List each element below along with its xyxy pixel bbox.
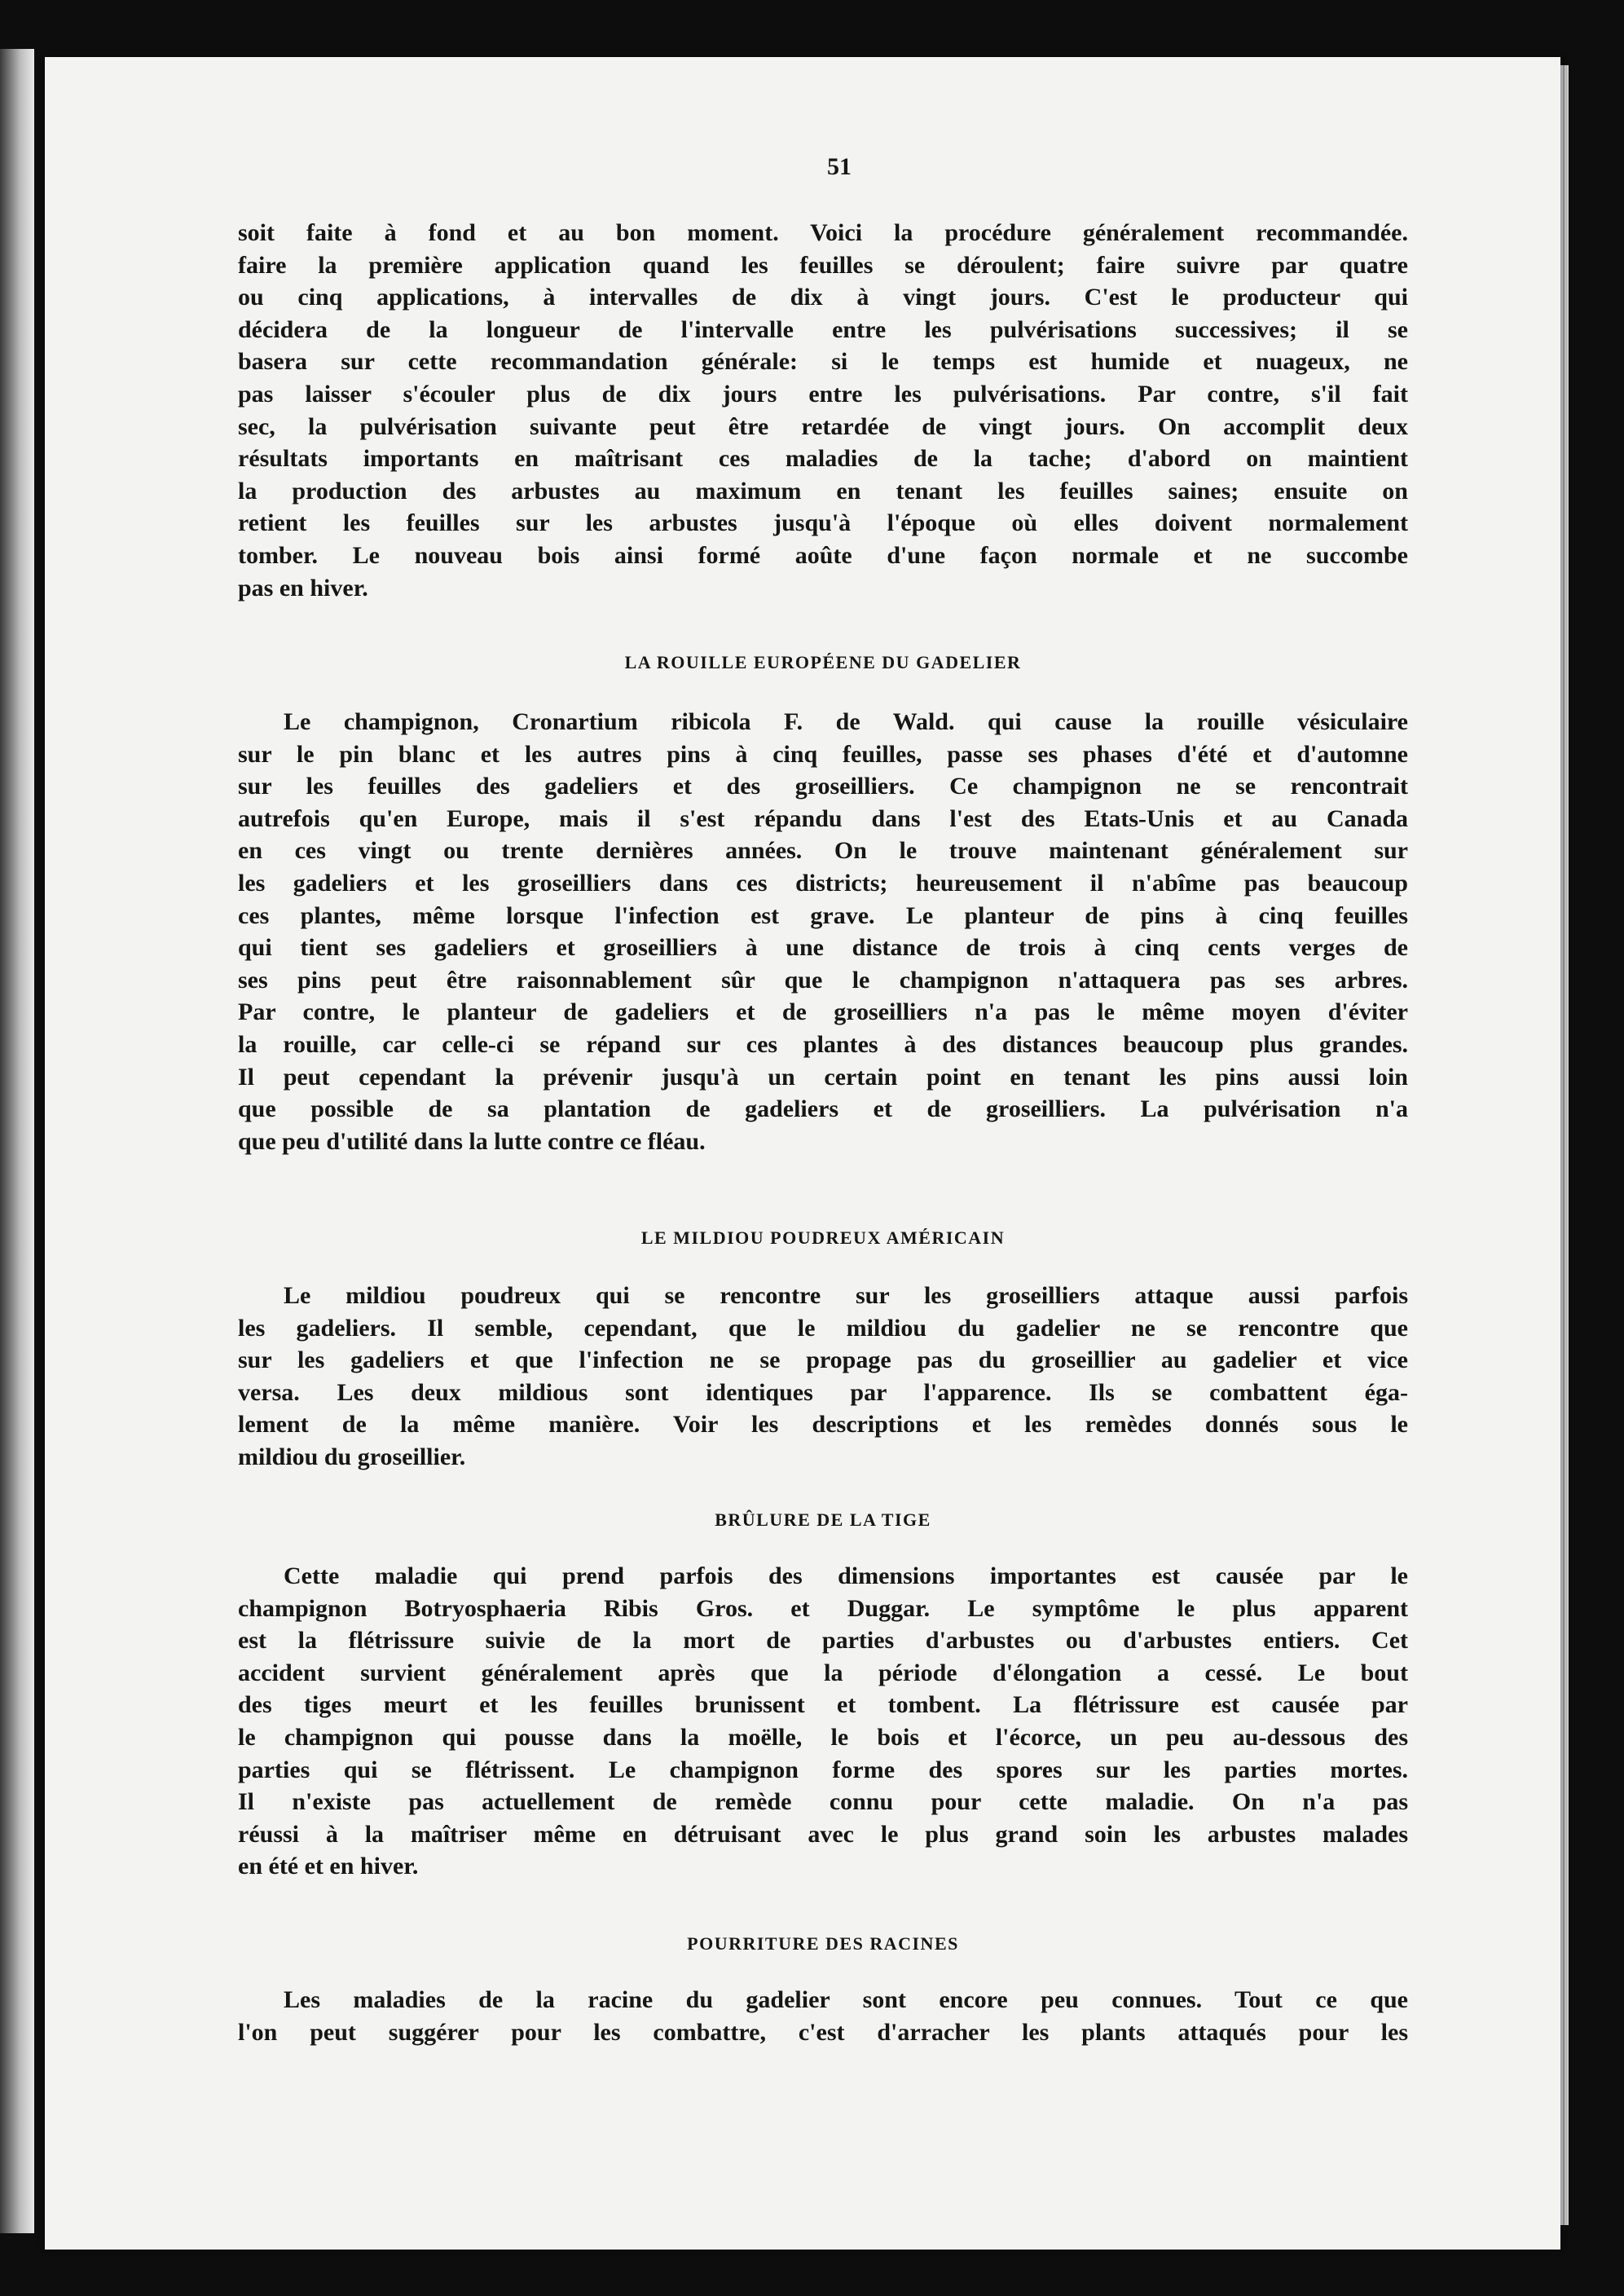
text-line: l'on peut suggérer pour les combattre, c'est d'arracher les plants attaqués pour les [238,2018,1408,2046]
text-line: le champignon qui pousse dans la moëlle, le bois et l'écorce, un peu au-dessous des [238,1723,1408,1751]
text-line: la production des arbustes au maximum en tenant les feuilles saines; ensuite on [238,477,1408,505]
text-line: Le champignon, Cronartium ribicola F. de Wald. qui cause la rouille vésiculaire [284,708,1408,735]
text-line: champignon Botryosphaeria Ribis Gros. et Duggar. Le symptôme le plus apparent [238,1594,1408,1622]
text-line: les gadeliers et les groseilliers dans ces districts; heureusement il n'abîme pas beaucoup [238,869,1408,897]
text-line: sec, la pulvérisation suivante peut être retardée de vingt jours. On accomplit deux [238,412,1408,440]
text-line: sur les feuilles des gadeliers et des groseilliers. Ce champignon ne se rencontrait [238,773,1408,800]
section-heading: BRÛLURE DE LA TIGE [715,1509,931,1530]
text-line: des tiges meurt et les feuilles brunissent et tombent. La flétrissure est causée par [238,1691,1408,1719]
text-line: ses pins peut être raisonnablement sûr que le champignon n'attaquera pas ses arbres. [238,966,1408,994]
text-line: Les maladies de la racine du gadelier sont encore peu connues. Tout ce que [284,1986,1408,2013]
section-paragraph [238,1560,1408,1883]
text-line: ou cinq applications, à intervalles de dix à vingt jours. C'est le producteur qui [238,284,1408,311]
left-page-edge [0,49,34,2233]
text-line: Cette maladie qui prend parfois des dimensions importantes est causée par le [284,1562,1408,1589]
text-line: Il n'existe pas actuellement de remède connu pour cette maladie. On n'a pas [238,1788,1408,1816]
text-line: décidera de la longueur de l'intervalle entre les pulvérisations successives; il se [238,315,1408,343]
text-line: est la flétrissure suivie de la mort de parties d'arbustes ou d'arbustes entiers. Cet [238,1627,1408,1655]
text-line: mildiou du groseillier. [238,1443,466,1470]
text-line: versa. Les deux mildious sont identiques par l'apparence. Ils se combattent éga- [238,1378,1408,1406]
text-line: parties qui se flétrissent. Le champignon forme des spores sur les parties mortes. [238,1756,1408,1783]
text-line: retient les feuilles sur les arbustes jusqu'à l'époque où elles doivent normalement [238,509,1408,537]
text-line: Par contre, le planteur de gadeliers et de groseilliers n'a pas le même moyen d'éviter [238,998,1408,1026]
text-line: que possible de sa plantation de gadeliers et de groseilliers. La pulvérisation n'a [238,1095,1408,1123]
text-line: faire la première application quand les feuilles se déroulent; faire suivre par quatre [238,251,1408,279]
text-line: soit faite à fond et au bon moment. Voici la procédure généralement recommandée. [238,219,1408,246]
section-heading: LA ROUILLE EUROPÉENE DU GADELIER [624,652,1022,672]
text-line: sur les gadeliers et que l'infection ne se propage pas du groseillier au gadelier et vice [238,1346,1408,1374]
text-line: qui tient ses gadeliers et groseilliers à une distance de trois à cinq cents verges de [238,934,1408,962]
text-line: en ces vingt ou trente dernières années. On le trouve maintenant généralement sur [238,837,1408,865]
section-paragraph [238,1984,1408,2048]
section-heading: LE MILDIOU POUDREUX AMÉRICAIN [640,1227,1006,1248]
text-line: accident survient généralement après que la période d'élongation a cessé. Le bout [238,1659,1408,1686]
text-line: tomber. Le nouveau bois ainsi formé aoûte d'une façon normale et ne succombe [238,541,1408,569]
section-paragraph [238,1280,1408,1474]
text-line: basera sur cette recommandation générale: si le temps est humide et nuageux, ne [238,348,1408,376]
intro-paragraph [238,217,1408,604]
scanned-page [45,57,1560,2250]
section-heading: POURRITURE DES RACINES [687,1933,959,1954]
text-line: pas en hiver. [238,574,368,602]
text-line: lement de la même manière. Voir les descriptions et les remèdes donnés sous le [238,1411,1408,1439]
text-line: résultats importants en maîtrisant ces maladies de la tache; d'abord on maintient [238,445,1408,473]
text-line: pas laisser s'écouler plus de dix jours entre les pulvérisations. Par contre, s'il fait [238,380,1408,408]
text-line: en été et en hiver. [238,1853,419,1880]
text-line: Le mildiou poudreux qui se rencontre sur les groseilliers attaque aussi parfois [284,1282,1408,1309]
text-line: les gadeliers. Il semble, cependant, que le mildiou du gadelier ne se rencontre que [238,1314,1408,1342]
text-line: la rouille, car celle-ci se répand sur ces plantes à des distances beaucoup plus grandes. [238,1030,1408,1058]
text-line: réussi à la maîtriser même en détruisant avec le plus grand soin les arbustes malades [238,1820,1408,1848]
text-line: ces plantes, même lorsque l'infection est grave. Le planteur de pins à cinq feuilles [238,901,1408,929]
text-line: autrefois qu'en Europe, mais il s'est répandu dans l'est des Etats-Unis et au Canada [238,804,1408,832]
section-paragraph [238,706,1408,1157]
text-line: que peu d'utilité dans la lutte contre ce fléau. [238,1127,706,1155]
text-line: Il peut cependant la prévenir jusqu'à un certain point en tenant les pins aussi loin [238,1063,1408,1091]
page-number: 51 [827,153,852,180]
text-line: sur le pin blanc et les autres pins à cinq feuilles, passe ses phases d'été et d'automne [238,740,1408,768]
